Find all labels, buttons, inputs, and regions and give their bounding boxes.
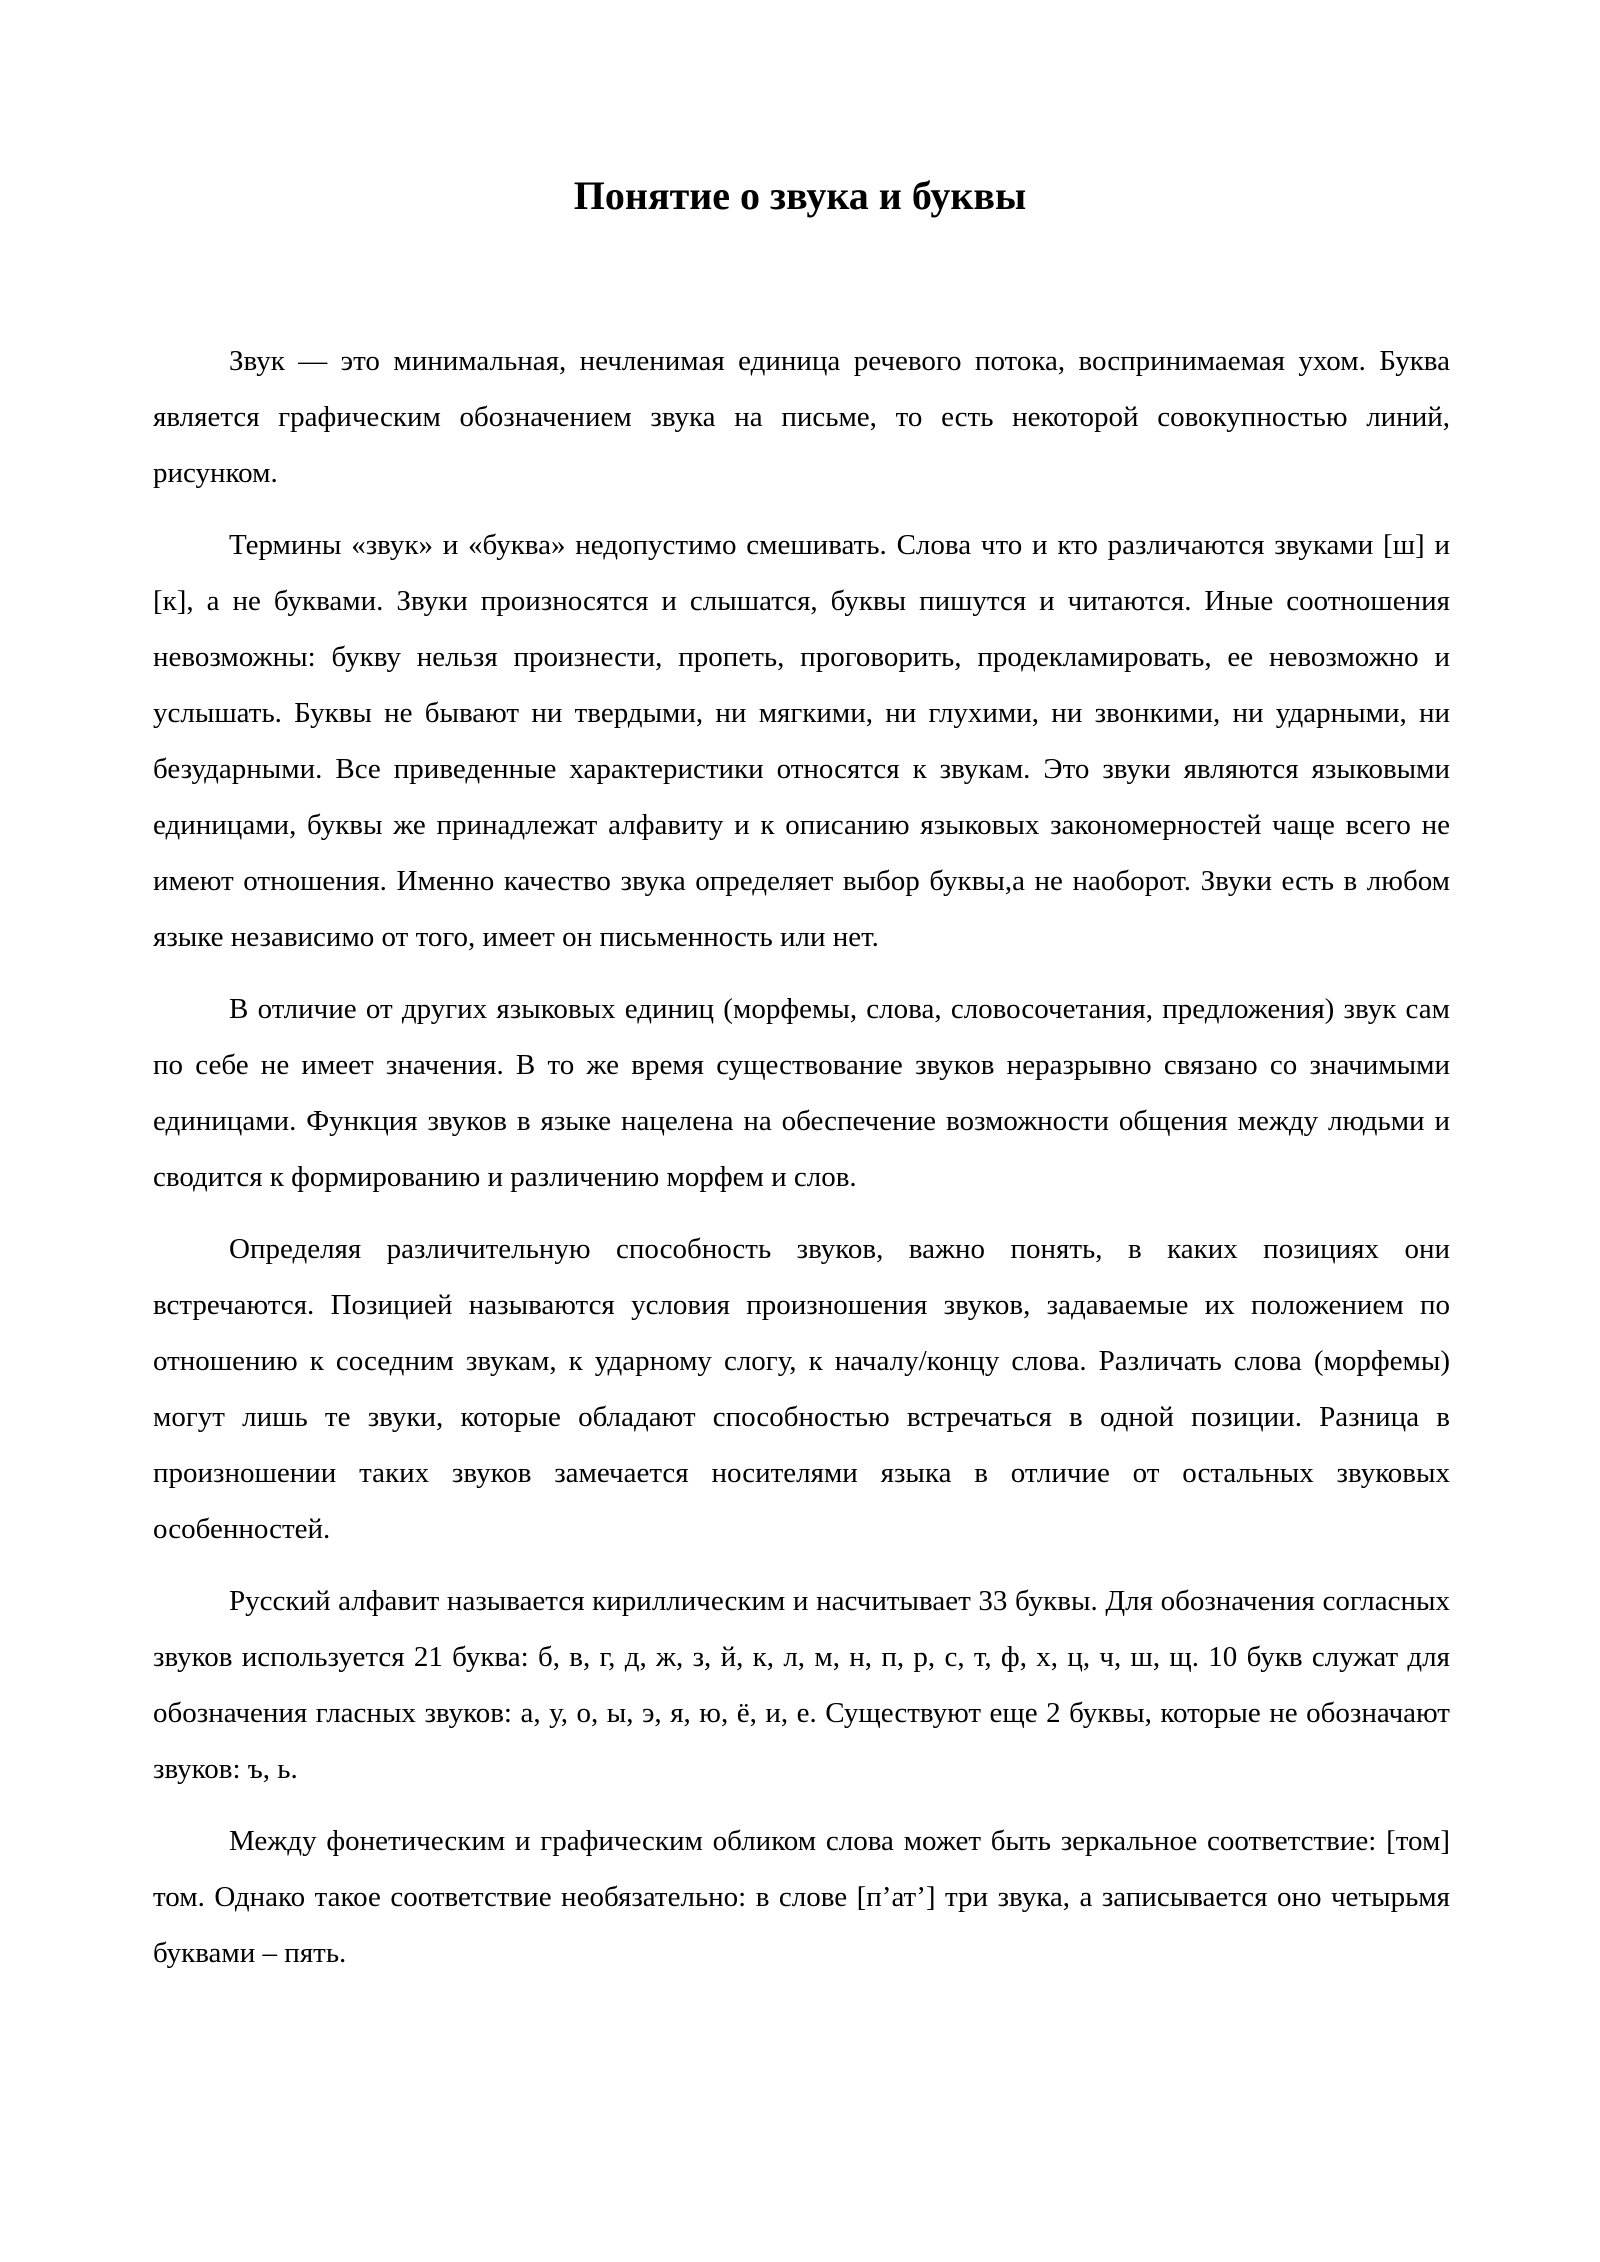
paragraph-meaning-function: В отличие от других языковых единиц (морфемы, слова, словосочетания, предложения) звук сам по себе не имеет значения. В то же время существование звуков неразрывно связано со значимыми единицами. Функция звуков в языке нацелена на обеспечение возможности общения между людьми и сводится к формированию и различению морфем и слов. [153,993,1450,1193]
paragraph-phonetic-graphic: Между фонетическим и графическим обликом слова может быть зеркальное соответствие: [том] том. Однако такое соответствие необязательно: в слове [п’ат’] три звука, а записывается оно четырьмя буквами – пять. [153,1825,1450,1969]
document-title: Понятие о звука и буквы [573,173,1027,218]
paragraph-sound-definition: Звук — это минимальная, нечленимая единица речевого потока, воспринимаемая ухом. Буква является графическим обозначением звука на письме, то есть некоторой совокупностью линий, рисунком. [153,345,1450,489]
paragraph-terms-distinction: Термины «звук» и «буква» недопустимо смешивать. Слова что и кто различаются звуками [ш] и [к], а не буквами. Звуки произносятся и слышатся, буквы пишутся и читаются. Иные соотношения невозможны: букву нельзя произнести, пропеть, проговорить, продекламировать, ее невозможно и услышать. Буквы не бывают ни твердыми, ни мягкими, ни глухими, ни звонкими, ни ударными, ни безударными. Все приведенные характеристики относятся к звукам. Это звуки являются языковыми единицами, буквы же принадлежат алфавиту и к описанию языковых закономерностей чаще всего не имеют отношения. Именно качество звука определяет выбор буквы,а не наоборот. Звуки есть в любом языке независимо от того, имеет он письменность или нет. [153,529,1450,953]
document-body [153,333,1450,1997]
paragraph-alphabet: Русский алфавит называется кириллическим и насчитывает 33 буквы. Для обозначения согласных звуков используется 21 буква: б, в, г, д, ж, з, й, к, л, м, н, п, р, с, т, ф, х, ц, ч, ш, щ. 10 букв служат для обозначения гласных звуков: а, у, о, ы, э, я, ю, ё, и, е. Существуют еще 2 буквы, которые не обозначают звуков: ъ, ь. [153,1585,1450,1785]
paragraph-positions: Определяя различительную способность звуков, важно понять, в каких позициях они встречаются. Позицией называются условия произношения звуков, задаваемые их положением по отношению к соседним звукам, к ударному слогу, к началу/концу слова. Различать слова (морфемы) могут лишь те звуки, которые обладают способностью встречаться в одной позиции. Разница в произношении таких звуков замечается носителями языка в отличие от остальных звуковых особенностей. [153,1233,1450,1545]
